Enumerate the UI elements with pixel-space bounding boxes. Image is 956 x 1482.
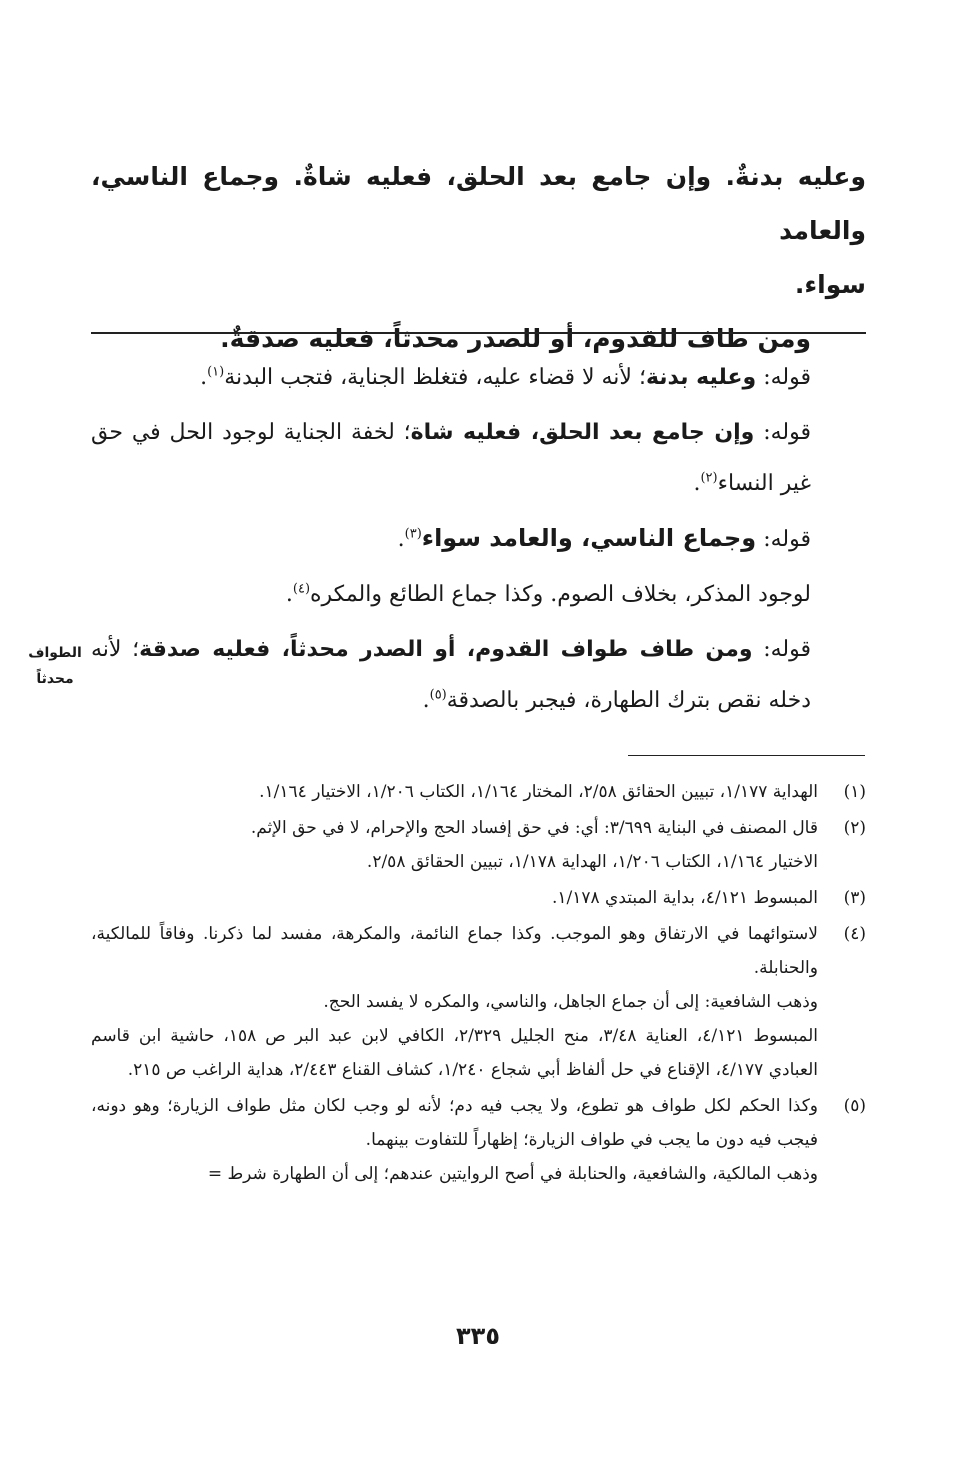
commentary-paragraph [91,624,866,726]
footnote-line: الهداية ١/١٧٧، تبيين الحقائق ٢/٥٨، المختار ١/١٦٤، الكتاب ١/٢٠٦، الاختيار ١/١٦٤. [259,782,818,802]
footnote-ref: (٣) [404,526,422,542]
commentary-lemma: وجماع الناسي، والعامد سواء [421,524,757,552]
commentary-end: . [422,688,430,713]
commentary-text: ؛ لخفة الجناية لوجود الحل في حق غير النساء [91,420,811,496]
commentary-prefix: قوله: [763,527,811,552]
footnote-body [91,881,818,915]
footnotes [91,775,866,1193]
commentary-end: . [200,365,208,390]
footnote-ref: (٢) [700,470,718,486]
commentary-paragraph [91,513,866,565]
footnote-line: لاستوائهما في الارتفاق وهو الموجب. وكذا جماع النائمة، والمكرهة، مفسد لما ذكرنا. وفاقاً للمالكية، والحنابلة. [91,924,818,978]
footnote-body [91,1089,818,1191]
footnote-line: وذهب الشافعية: إلى أن جماع الجاهل، والناسي، والمكره لا يفسد الحج. [323,992,818,1012]
footnote-body [91,775,818,809]
main-text-line: ومن طاف للقدوم، أو للصدر محدثاً، فعليه صدقةٌ. [220,324,811,353]
commentary-lemma: وعليه بدنة [645,365,757,390]
main-text-line: وعليه بدنةٌ. وإن جامع بعد الحلق، فعليه شاةٌ. وجماع الناسي، والعامد [91,162,866,245]
footnote-separator-rule [628,755,865,756]
commentary-end: . [285,582,293,607]
footnote [91,1089,866,1191]
commentary-end: . [397,527,405,552]
commentary-prefix: قوله: [763,365,811,390]
footnote-number: (٤) [843,924,866,944]
commentary-text: لوجود المذكر، بخلاف الصوم. وكذا جماع الطائع والمكره [310,582,811,607]
footnote-line: وكذا الحكم لكل طواف هو تطوع، ولا يجب فيه دم؛ لأنه لو وجب لكان مثل طواف الزيارة؛ وهو دونه، فيجب فيه دون ما يجب في طواف الزيارة؛ إظهاراً للتفاوت بينهما. [91,1096,818,1150]
margin-note-line: الطواف [28,645,82,661]
footnote-number: (٥) [843,1096,866,1116]
commentary-paragraph [91,407,866,509]
footnote-number: (١) [843,782,866,802]
footnote-number: (٢) [843,818,866,838]
footnote [91,917,866,1087]
commentary-prefix: قوله: [763,420,811,445]
footnote-line: وذهب المالكية، والشافعية، والحنابلة في أصح الروايتين عندهم؛ إلى أن الطهارة شرط = [207,1164,818,1184]
footnote-line: المبسوط ٤/١٢١، بداية المبتدي ١/١٧٨. [551,888,818,908]
footnote [91,811,866,879]
footnote [91,775,866,809]
commentary-text: ؛ لأنه دخله نقص بترك الطهارة، فيجبر بالصدقة [91,637,811,713]
footnote-ref: (١) [207,364,225,380]
footnote-number: (٣) [843,888,866,908]
page-number: ٣٣٥ [456,1322,500,1350]
main-text-line: سواء. [794,270,866,299]
commentary-text: ؛ لأنه لا قضاء عليه، فتغلظ الجناية، فتجب البدنة [224,365,646,390]
commentary-lemma: وإن جامع بعد الحلق، فعليه شاة [410,420,755,445]
footnote-body [91,811,818,879]
footnote-body [91,917,818,1087]
commentary-lemma: ومن طاف طواف القدوم، أو الصدر محدثاً، فعليه صدقة [139,637,753,662]
margin-note [20,640,90,692]
commentary [91,352,866,730]
commentary-paragraph [91,569,866,620]
footnote-line: المبسوط ٤/١٢١، العناية ٣/٤٨، منح الجليل ٢/٣٢٩، الكافي لابن عبد البر ص ١٥٨، حاشية ابن قاسم العبادي ٤/١٧٧، الإقناع في حل ألفاظ أبي شجاع ١/٢٤٠، كشاف القناع ٢/٤٤٣، هداية الراغب ص ٢١٥. [91,1026,818,1080]
footnote [91,881,866,915]
commentary-prefix: قوله: [763,637,811,662]
commentary-paragraph [91,352,866,403]
footnote-line: قال المصنف في البناية ٣/٦٩٩: أي: في حق إفساد الحج والإحرام، لا في حق الإثم. [250,818,818,838]
footnote-line: الاختيار ١/١٦٤، الكتاب ١/٢٠٦، الهداية ١/١٧٨، تبيين الحقائق ٢/٥٨. [366,852,818,872]
commentary-end: . [693,471,701,496]
footnote-ref: (٥) [429,687,447,703]
margin-note-line: محدثاً [36,671,74,687]
footnote-ref: (٤) [292,581,311,597]
main-separator-rule [91,332,866,334]
